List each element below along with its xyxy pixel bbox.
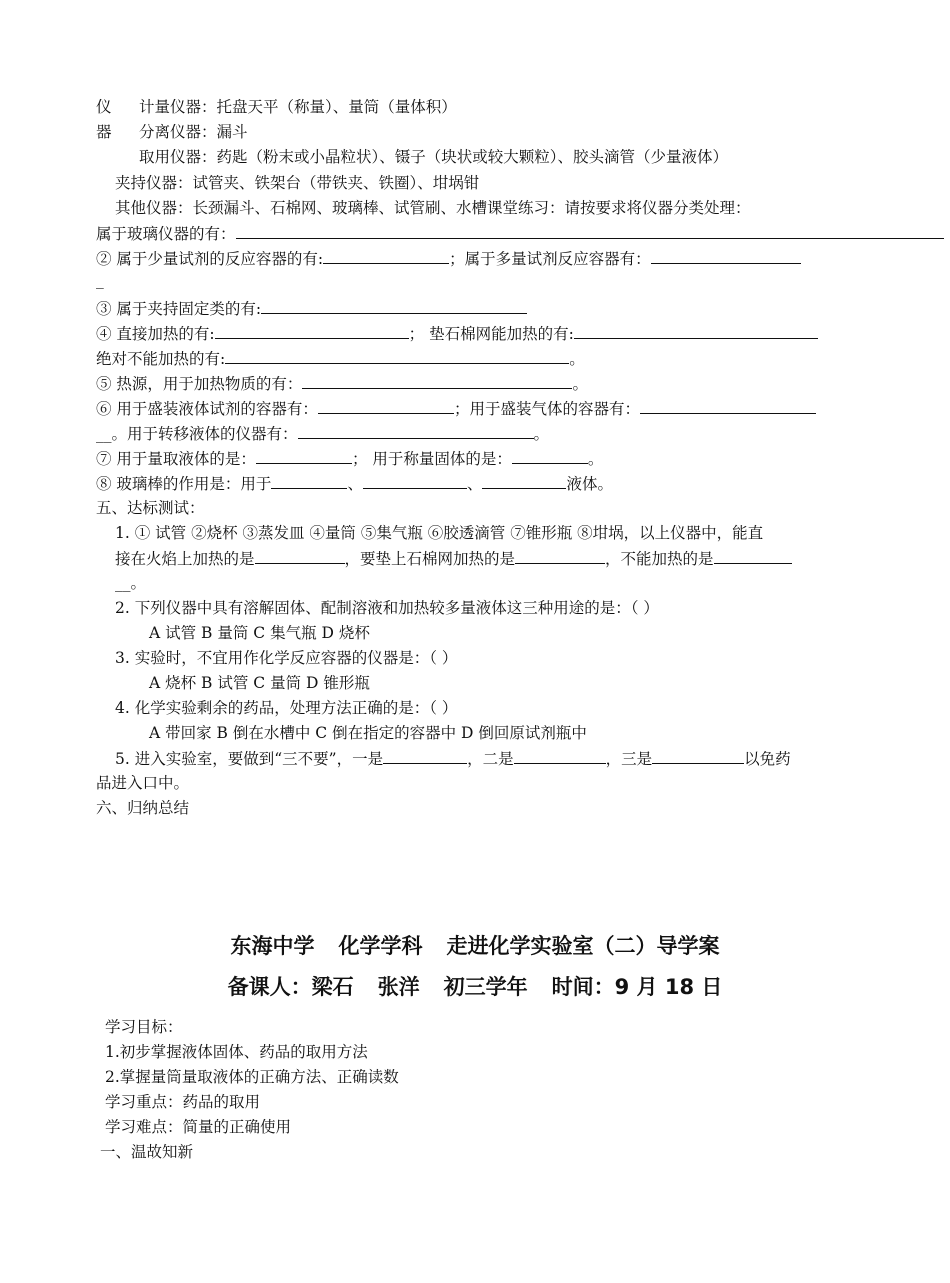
answer-blank[interactable] [574,323,818,339]
test-q5-text-c: ，三是 [605,750,653,768]
grade: 初三学年 [443,975,528,999]
exercise-q6-text-c: __。用于转移液体的仪器有： [96,425,298,443]
exercise-q5-text-a: ⑤ 热源，用于加热物质的有： [96,375,303,393]
goal-1: 1.初步掌握液体固体、药品的取用方法 [105,1043,368,1061]
learning-difficulty: 学习难点：简量的正确使用 [105,1118,292,1136]
exercise-q4-text-c: 绝对不能加热的有: [96,350,226,368]
answer-blank[interactable] [271,473,347,489]
taking-instruments: 取用仪器：药匙（粉末或小晶粒状）、镊子（块状或较大颗粒）、胶头滴管（少量液体） [139,148,729,166]
exercise-q8-text-d: 液体。 [566,475,613,493]
goals-label: 学习目标： [105,1018,183,1036]
separating-instruments: 分离仪器：漏斗 [139,123,248,141]
answer-blank[interactable] [323,248,449,264]
exercise-q1 [96,223,944,244]
exercise-q8-text-b: 、 [347,475,363,493]
exercise-q6-text-d: 。 [533,425,550,443]
test-q4: 4. 化学实验剩余的药品，处理方法正确的是：（ ） [115,699,458,717]
answer-blank[interactable] [363,473,467,489]
exercise-q8-text-a: ⑧ 玻璃棒的作用是：用于 [96,475,272,493]
exercise-q2-text-b: ；属于多量试剂反应容器有： [449,250,651,268]
answer-blank[interactable] [651,248,801,264]
preparer: 备课人：梁石 [227,975,354,999]
lesson-title [0,932,950,960]
co-preparer: 张洋 [377,975,420,999]
answer-blank[interactable] [302,373,572,389]
answer-blank[interactable] [261,298,527,314]
exercise-q5-text-b: 。 [572,375,588,393]
lesson-name: 走进化学实验室（二）导学案 [446,934,720,958]
exercise-q7-text-a: ⑦ 用于量取液体的是： [96,450,256,468]
instrument-label-char2: 器 [96,123,112,141]
exercise-q2 [96,248,801,269]
exercise-q6-text-a: ⑥ 用于盛装液体试剂的容器有： [96,400,318,418]
answer-blank[interactable] [512,448,588,464]
learning-focus: 学习重点：药品的取用 [105,1093,261,1111]
exercise-q3 [96,298,527,319]
answer-blank[interactable] [298,423,534,439]
clamping-instruments: 夹持仪器：试管夹、铁架台（带铁夹、铁圈）、坩埚钳 [115,174,480,192]
answer-blank[interactable] [255,548,345,564]
test-q1-text-c: ，要垫上石棉网加热的是 [344,550,516,568]
test-q1-line2 [115,548,792,569]
school-name: 东海中学 [230,934,315,958]
test-heading: 五、达标测试： [96,499,205,517]
instrument-label-char1: 仪 [96,98,112,116]
test-q2: 2. 下列仪器中具有溶解固体、配制溶液和加热较多量液体这三种用途的是：（ ） [115,599,659,617]
exercise-q7-text-c: 。 [587,450,604,468]
exercise-q1-text: 属于玻璃仪器的有： [96,225,236,243]
exercise-q2-text-a: ② 属于少量试剂的反应容器的有: [96,250,324,268]
test-q1-line1: 1. ① 试管 ②烧杯 ③蒸发皿 ④量筒 ⑤集气瓶 ⑥胶透滴管 ⑦锥形瓶 ⑧坩埚，以上仪器中，能直 [115,524,764,542]
test-q1-text-d: ，不能加热的是 [605,550,714,568]
test-q5-text-a: 5. 进入实验室，要做到“三不要”，一是 [115,750,384,768]
test-q5-text-b: ，二是 [467,750,514,768]
test-q4-options: A 带回家 B 倒在水槽中 C 倒在指定的容器中 D 倒回原试剂瓶中 [149,724,587,742]
answer-blank[interactable] [714,548,792,564]
exercise-q6-text-b: ；用于盛装气体的容器有： [453,400,640,418]
subject-name: 化学学科 [338,934,423,958]
test-q5-line2: 品进入口中。 [96,774,190,792]
test-q1-line3: __。 [115,574,147,592]
exercise-q3-text: ③ 属于夹持固定类的有: [96,300,262,318]
date: 时间：9 月 18 日 [551,975,723,999]
answer-blank[interactable] [514,748,606,764]
exercise-q5 [96,373,588,394]
answer-blank[interactable] [640,398,816,414]
answer-blank[interactable] [225,348,569,364]
exercise-q7-text-b: ； 用于称量固体的是： [351,450,512,468]
exercise-q7 [96,448,603,469]
exercise-q4 [96,323,818,344]
answer-blank[interactable] [383,748,467,764]
review-heading: 一、温故知新 [100,1143,194,1161]
test-q5-text-d: 以免药 [744,750,791,768]
answer-blank[interactable] [652,748,744,764]
answer-blank[interactable] [515,548,605,564]
exercise-q8-text-c: 、 [466,475,483,493]
answer-blank[interactable] [482,473,566,489]
test-q2-options: A 试管 B 量筒 C 集气瓶 D 烧杯 [149,624,370,642]
measuring-instruments: 计量仪器：托盘天平（称量）、量筒（量体积） [139,98,457,116]
test-q3: 3. 实验时，不宜用作化学反应容器的仪器是：（ ） [115,649,458,667]
answer-blank[interactable] [236,223,944,239]
exercise-q6 [96,398,816,419]
goal-2: 2.掌握量筒量取液体的正确方法、正确读数 [105,1068,399,1086]
answer-blank[interactable] [215,323,409,339]
answer-blank[interactable] [318,398,454,414]
exercise-q2-continuation: _ [96,271,104,289]
summary-heading: 六、归纳总结 [96,799,190,817]
test-q5-line1 [115,748,791,769]
exercise-q4-text-d: 。 [569,350,585,368]
exercise-q4-line2 [96,348,585,369]
lesson-subtitle [0,973,950,1001]
exercise-q8 [96,473,613,494]
exercise-q4-text-b: ； 垫石棉网能加热的有: [408,325,574,343]
answer-blank[interactable] [256,448,352,464]
other-instruments: 其他仪器：长颈漏斗、石棉网、玻璃棒、试管刷、水槽课堂练习：请按要求将仪器分类处理： [115,199,751,217]
test-q3-options: A 烧杯 B 试管 C 量筒 D 锥形瓶 [149,674,370,692]
exercise-q6-line2 [96,423,549,444]
test-q1-text-b: 接在火焰上加热的是 [115,550,255,568]
exercise-q4-text-a: ④ 直接加热的有: [96,325,215,343]
